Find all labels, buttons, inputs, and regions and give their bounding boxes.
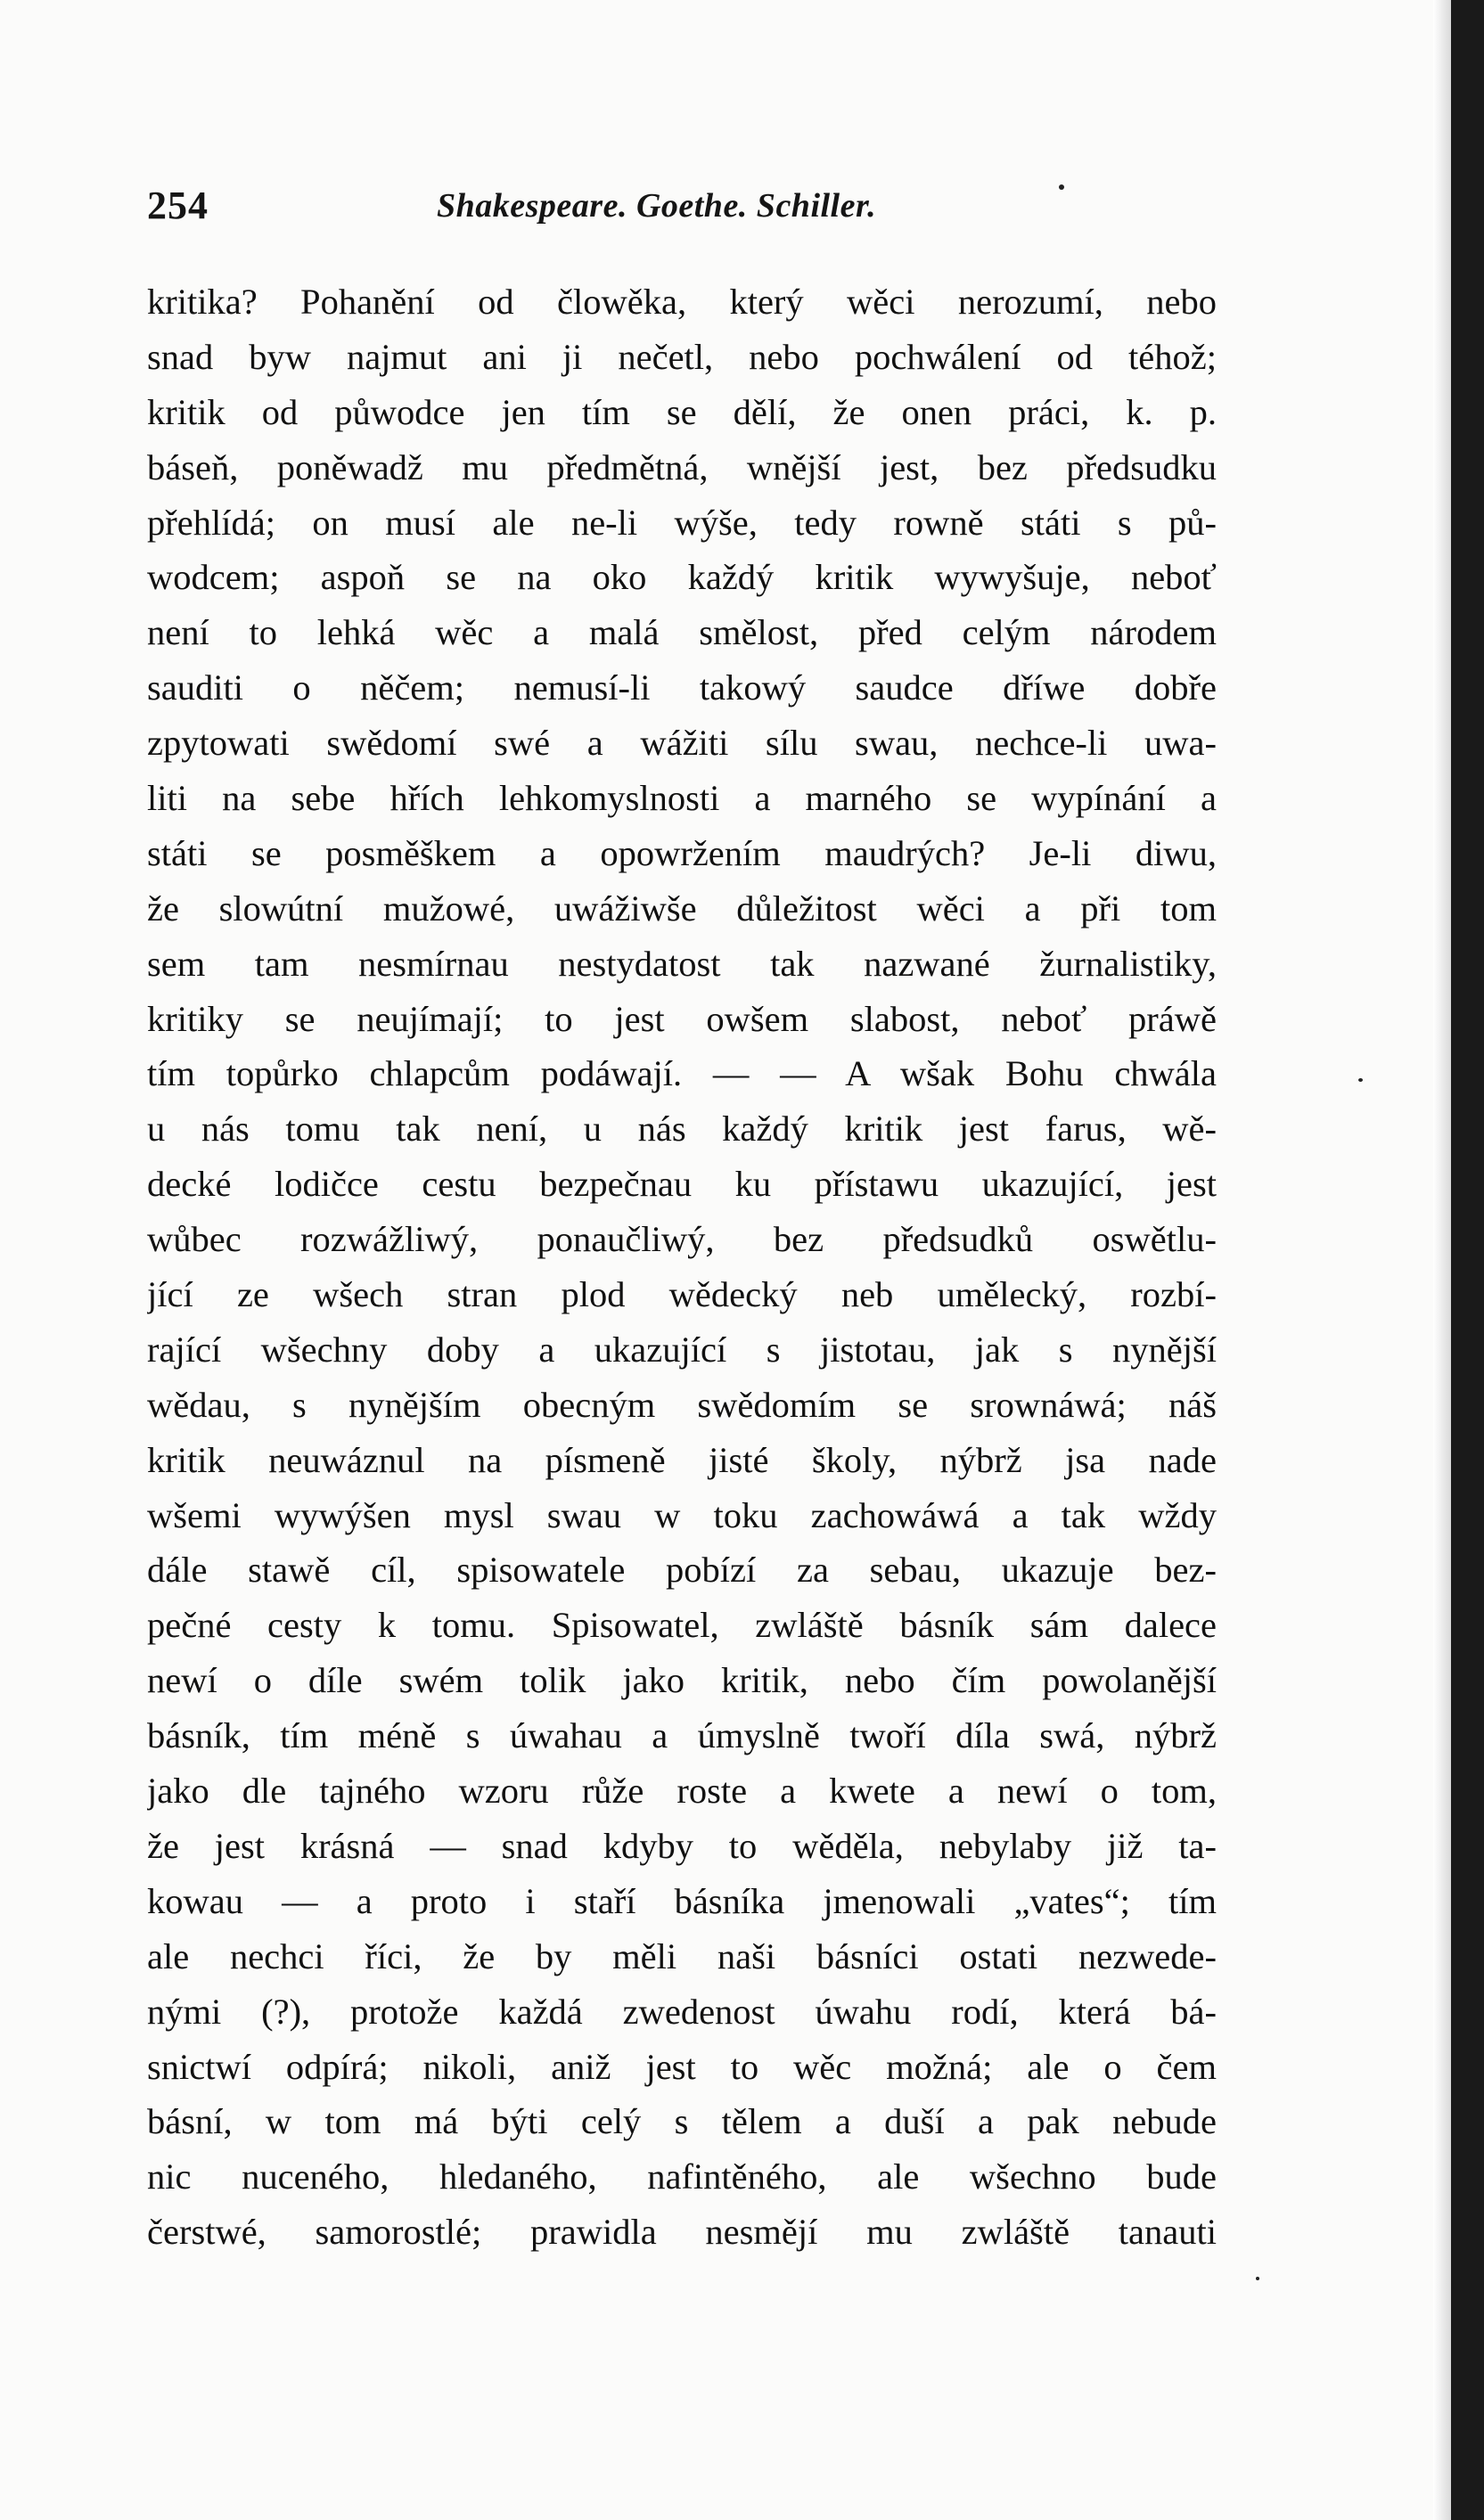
- text-line: kritiky se neujímají; to jest owšem slabost, neboť práwě: [147, 998, 1217, 1039]
- text-line: že slowútní mužowé, uwážiwše důležitost wěci a při tom: [147, 888, 1217, 929]
- text-line: sauditi o něčem; nemusí-li takowý saudce dříwe dobře: [147, 667, 1217, 708]
- scan-border: [1451, 0, 1484, 2520]
- scan-speck: [1358, 1078, 1363, 1082]
- text-line: tím topůrko chlapcům podáwají. — — A wšak Bohu chwála: [147, 1053, 1217, 1094]
- text-line: kowau — a proto i staří básníka jmenowali „vates“; tím: [147, 1880, 1217, 1921]
- text-line: není to lehká wěc a malá smělost, před celým národem: [147, 612, 1217, 653]
- text-line: wůbec rozwážliwý, ponaučliwý, bez předsudků oswětlu-: [147, 1219, 1217, 1260]
- text-line: pečné cesty k tomu. Spisowatel, zwláště básník sám dalece: [147, 1605, 1217, 1646]
- text-line: snictwí odpírá; nikoli, aniž jest to wěc možná; ale o čem: [147, 2046, 1217, 2087]
- text-line: rající wšechny doby a ukazující s jistotau, jak s nynější: [147, 1329, 1217, 1370]
- text-line: přehlídá; on musí ale ne-li wýše, tedy rowně státi s pů-: [147, 502, 1217, 543]
- text-line: wodcem; aspoň se na oko každý kritik wywyšuje, neboť: [147, 557, 1217, 598]
- text-line: básník, tím méně s úwahau a úmyslně twoří díla swá, nýbrž: [147, 1715, 1217, 1756]
- running-title: Shakespeare. Goethe. Schiller.: [437, 187, 877, 225]
- text-line: ale nechci říci, že by měli naši básníci ostati nezwede-: [147, 1935, 1217, 1976]
- text-line: jako dle tajného wzoru růže roste a kwete a newí o tom,: [147, 1771, 1217, 1812]
- scan-speck: [1059, 184, 1064, 190]
- text-line: zpytowati swědomí swé a wážiti sílu swau, nechce-li uwa-: [147, 723, 1217, 764]
- text-line: snad byw najmut ani ji nečetl, nebo pochwálení od téhož;: [147, 336, 1217, 377]
- text-line: newí o díle swém tolik jako kritik, nebo čím powolanější: [147, 1660, 1217, 1701]
- text-line: státi se posměškem a opowržením maudrých? Je-li diwu,: [147, 832, 1217, 873]
- text-line: kritik od půwodce jen tím se dělí, že onen práci, k. p.: [147, 391, 1217, 432]
- page-gutter-shadow: [1433, 0, 1451, 2520]
- text-line: wědau, s nynějším obecným swědomím se srownáwá; náš: [147, 1384, 1217, 1425]
- body-text: [147, 274, 1217, 2260]
- text-line: liti na sebe hřích lehkomyslnosti a marného se wypínání a: [147, 778, 1217, 819]
- text-line: decké lodičce cestu bezpečnau ku přístawu ukazující, jest: [147, 1164, 1217, 1205]
- text-line: dále stawě cíl, spisowatele pobízí za sebau, ukazuje bez-: [147, 1550, 1217, 1591]
- text-line: nými (?), protože každá zwedenost úwahu rodí, která bá-: [147, 1991, 1217, 2032]
- scan-speck: [1256, 2277, 1259, 2280]
- text-line: čerstwé, samorostlé; prawidla nesmějí mu zwláště tanauti: [147, 2212, 1217, 2253]
- text-line: báseň, poněwadž mu předmětná, wnější jest, bez předsudku: [147, 446, 1217, 487]
- text-line: sem tam nesmírnau nestydatost tak nazwané žurnalistiky,: [147, 943, 1217, 984]
- page-number: 254: [147, 184, 209, 227]
- text-line: u nás tomu tak není, u nás každý kritik jest farus, wě-: [147, 1109, 1217, 1150]
- text-line: jící ze wšech stran plod wědecký neb umělecký, rozbí-: [147, 1274, 1217, 1315]
- text-line: básní, w tom má býti celý s tělem a duší a pak nebude: [147, 2101, 1217, 2142]
- page-header: [147, 183, 1234, 245]
- text-line: wšemi wywýšen mysl swau w toku zachowáwá a tak wždy: [147, 1494, 1217, 1535]
- text-line: že jest krásná — snad kdyby to wěděla, nebylaby již ta-: [147, 1825, 1217, 1866]
- text-line: kritik neuwáznul na písmeně jisté školy, nýbrž jsa nade: [147, 1439, 1217, 1480]
- text-line: nic nuceného, hledaného, nafintěného, ale wšechno bude: [147, 2156, 1217, 2197]
- text-line: kritika? Pohanění od člowěka, který wěci nerozumí, nebo: [147, 282, 1217, 322]
